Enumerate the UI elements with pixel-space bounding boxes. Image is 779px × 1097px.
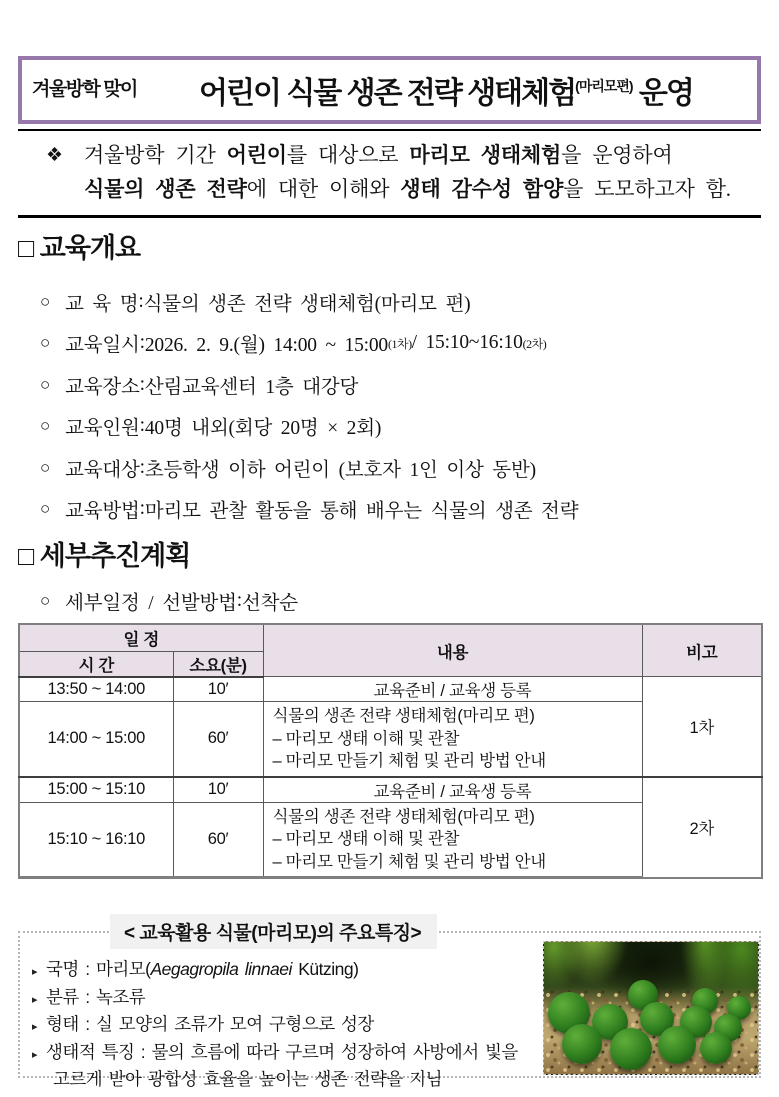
item-separator: : xyxy=(139,373,145,395)
summary-line-1 xyxy=(18,138,761,172)
feature-item-ecology xyxy=(32,1040,537,1092)
marimo-ball xyxy=(562,1024,602,1064)
triangle-bullet-icon: ▸ xyxy=(32,966,38,978)
list-item-method xyxy=(40,489,578,531)
list-item-capacity xyxy=(40,406,578,448)
cell-duration: 10′ xyxy=(173,777,263,803)
content-line: – 마리모 생태 이해 및 관찰 xyxy=(272,729,460,748)
item-separator: : xyxy=(78,986,96,1007)
item-value: 산림교육센터 1층 대강당 xyxy=(144,376,359,398)
feature-list xyxy=(32,957,537,1092)
item-separator: : xyxy=(236,589,242,611)
feature-item-name xyxy=(32,957,537,985)
summary-line-2 xyxy=(18,172,761,206)
cell-note-session1: 1차 xyxy=(642,677,762,777)
section-heading-overview: □ 교육개요 xyxy=(18,233,141,263)
cell-note-session2: 2차 xyxy=(642,777,762,878)
header-duration: 소요(분) xyxy=(173,651,263,677)
purpose-summary xyxy=(18,129,761,218)
summary-text-bold: 어린이 xyxy=(226,143,287,167)
cell-duration: 60′ xyxy=(173,702,263,777)
header-time: 시 간 xyxy=(19,651,173,677)
content-line: 식물의 생존 전략 생태체험(마리모 편) xyxy=(272,707,535,725)
circle-bullet-icon: ○ xyxy=(40,499,51,519)
item-value: 2026. 2. 9.(월) 14:00 ~ 15:00 xyxy=(144,335,388,357)
item-separator: : xyxy=(78,1014,96,1034)
item-label: 교육대상 xyxy=(65,459,140,481)
item-label: 국명 xyxy=(46,959,79,979)
item-label: 교육장소 xyxy=(65,376,140,398)
triangle-bullet-icon: ▸ xyxy=(32,993,38,1006)
summary-text: 겨울방학 기간 xyxy=(84,143,227,167)
marimo-photo xyxy=(543,941,759,1075)
item-label: 세부일정 / 선발방법 xyxy=(65,592,237,614)
summary-text: 에 대한 이해와 xyxy=(246,177,401,201)
summary-text: 을 운영하여 xyxy=(561,143,673,167)
content-line: 식물의 생존 전략 생태체험(마리모 편) xyxy=(272,807,535,826)
cell-time: 15:10 ~ 16:10 xyxy=(19,802,173,878)
item-label: 교육일시 xyxy=(65,335,140,357)
content-line: – 마리모 생태 이해 및 관찰 xyxy=(272,830,460,848)
circle-bullet-icon: ○ xyxy=(40,457,51,477)
circle-bullet-icon: ○ xyxy=(40,291,51,311)
table-row xyxy=(19,777,762,803)
list-item-course-name xyxy=(40,281,578,323)
circle-bullet-icon: ○ xyxy=(40,374,51,394)
summary-text-bold: 식물의 생존 전략 xyxy=(84,177,247,201)
overview-list xyxy=(40,281,578,530)
list-item-audience xyxy=(40,447,578,489)
triangle-bullet-icon: ▸ xyxy=(32,1048,38,1061)
content-line: – 마리모 만들기 체험 및 관리 방법 안내 xyxy=(272,752,546,770)
circle-bullet-icon: ○ xyxy=(40,590,51,610)
table-header-row-1 xyxy=(19,624,762,651)
item-value: 녹조류 xyxy=(95,986,146,1007)
item-value: 실 모양의 조류가 모여 구형으로 성장 xyxy=(95,1014,374,1034)
scientific-name: Aegagropila linnaei xyxy=(150,959,292,979)
item-separator: : xyxy=(139,456,145,478)
item-separator: : xyxy=(78,959,96,979)
summary-text-bold: 생태 감수성 함양 xyxy=(400,177,564,201)
feature-box-title: < 교육활용 식물(마리모)의 주요특징> xyxy=(110,914,437,949)
schedule-table xyxy=(18,623,763,879)
item-separator: : xyxy=(139,415,145,437)
table-row xyxy=(19,677,762,702)
summary-text: 를 대상으로 xyxy=(286,143,410,167)
item-value: 식물의 생존 전략 생태체험(마리모 편) xyxy=(143,293,471,315)
section-heading-plan: □ 세부추진계획 xyxy=(18,541,191,571)
marimo-ball xyxy=(700,1032,732,1064)
marimo-ball xyxy=(610,1028,652,1070)
marimo-feature-box xyxy=(18,923,761,1089)
summary-text-bold: 마리모 생태체험 xyxy=(409,143,562,167)
item-label: 교육방법 xyxy=(65,501,140,523)
item-label: 형태 xyxy=(46,1014,79,1034)
item-value: 마리모( xyxy=(95,959,151,979)
item-label: 분류 xyxy=(46,986,79,1007)
plan-sub-list xyxy=(40,580,298,622)
session1-superscript: (1차) xyxy=(387,336,412,351)
page-title-suffix: 운영 xyxy=(632,77,693,110)
page-title-main: 어린이 식물 생존 전략 생태체험 xyxy=(199,77,576,110)
item-value: Kützing) xyxy=(291,959,359,979)
feature-item-class xyxy=(32,985,537,1013)
circle-bullet-icon: ○ xyxy=(40,333,51,353)
triangle-bullet-icon: ▸ xyxy=(32,1021,38,1033)
item-label: 생태적 특징 xyxy=(46,1041,135,1062)
list-item-selection xyxy=(40,580,298,622)
document-title-box xyxy=(18,56,761,124)
item-value: 물의 흐름에 따라 구르며 성장하여 사방에서 빛을 고르게 받아 광합성 효율을 높이는 생존 전략을 지님 xyxy=(53,1041,518,1089)
item-separator: : xyxy=(138,290,144,312)
page-title xyxy=(139,68,753,112)
header-note: 비고 xyxy=(642,624,762,677)
feature-item-shape xyxy=(32,1012,537,1040)
header-schedule-group: 일 정 xyxy=(19,624,263,651)
diamond-bullet-icon: ❖ xyxy=(46,145,63,166)
item-value: / 15:10~16:10 xyxy=(411,332,523,354)
cell-time: 15:00 ~ 15:10 xyxy=(19,777,173,803)
cell-content: 교육준비 / 교육생 등록 xyxy=(263,777,642,803)
cell-duration: 60′ xyxy=(173,802,263,878)
item-separator: : xyxy=(139,498,145,520)
item-value: 초등학생 이하 어린이 (보호자 1인 이상 동반) xyxy=(144,459,536,481)
cell-duration: 10′ xyxy=(173,677,263,702)
circle-bullet-icon: ○ xyxy=(40,416,51,436)
marimo-ball xyxy=(658,1026,696,1064)
item-label: 교육인원 xyxy=(65,418,140,440)
summary-text: 을 도모하고자 함. xyxy=(563,177,731,201)
item-value: 40명 내외(회당 20명 × 2회) xyxy=(144,418,382,440)
session2-superscript: (2차) xyxy=(522,336,547,351)
list-item-location xyxy=(40,364,578,406)
cell-content: 교육준비 / 교육생 등록 xyxy=(263,677,642,702)
cell-content xyxy=(263,702,642,777)
item-value: 선착순 xyxy=(241,592,298,614)
item-separator: : xyxy=(134,1041,152,1062)
page-title-superscript: (마리모편) xyxy=(575,78,633,94)
content-line: – 마리모 만들기 체험 및 관리 방법 안내 xyxy=(272,852,546,871)
item-value: 마리모 관찰 활동을 통해 배우는 식물의 생존 전략 xyxy=(144,501,579,523)
title-prefix: 겨울방학 맞이 xyxy=(32,78,137,100)
item-separator: : xyxy=(139,332,145,354)
cell-time: 14:00 ~ 15:00 xyxy=(19,702,173,777)
cell-time: 13:50 ~ 14:00 xyxy=(19,677,173,702)
header-content: 내용 xyxy=(263,624,642,677)
list-item-datetime xyxy=(40,323,578,365)
cell-content xyxy=(263,802,642,878)
item-label: 교 육 명 xyxy=(65,293,139,315)
